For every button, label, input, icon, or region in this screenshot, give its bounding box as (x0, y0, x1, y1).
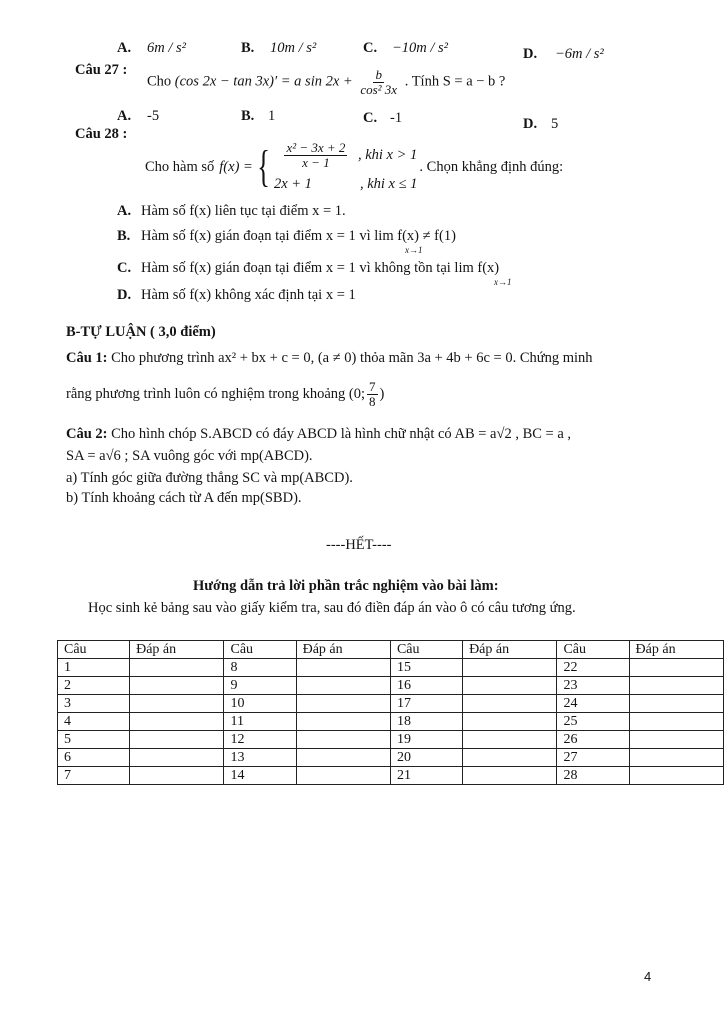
question-number-cell: 18 (390, 713, 462, 731)
answer-cell[interactable] (130, 695, 224, 713)
answer-cell[interactable] (296, 677, 390, 695)
answer-cell[interactable] (296, 713, 390, 731)
q27-option-d-letter: D. (523, 116, 538, 132)
q28-case2-condition: , khi x ≤ 1 (359, 175, 418, 192)
question-number-cell: 26 (557, 731, 629, 749)
answer-cell[interactable] (463, 695, 557, 713)
q27-fraction (358, 68, 399, 96)
part-b-c2-item-b: b) Tính khoảng cách từ A đến mp(SBD). (66, 490, 302, 506)
question-number-cell: 10 (224, 695, 296, 713)
q28-case1-fraction (276, 141, 356, 169)
part-b-c2-line1 (66, 426, 571, 443)
part-b-c2-line2: SA = a√6 ; SA vuông góc với mp(ABCD). (66, 448, 313, 464)
q26-option-c-text: −10m / s² (392, 40, 449, 56)
q26-option-a-letter: A. (117, 40, 132, 56)
part-b-c1-line1 (66, 350, 593, 367)
q28-case2-expression: 2x + 1 (273, 175, 312, 192)
answer-cell[interactable] (130, 731, 224, 749)
answer-cell[interactable] (629, 767, 723, 785)
part-b-c1-label: Câu 1: (66, 350, 108, 366)
q27-prefix: Cho (147, 73, 172, 90)
q26-option-b-text: 10m / s² (270, 40, 317, 56)
page-number: 4 (644, 969, 652, 984)
q28-cases (274, 141, 417, 192)
answer-cell[interactable] (629, 659, 723, 677)
column-header-question: Câu (557, 641, 629, 659)
column-header-question: Câu (58, 641, 130, 659)
q28-case1-denominator: x − 1 (302, 155, 330, 170)
q28-tail: . Chọn khẳng định đúng: (419, 158, 564, 175)
part-b-c1-close: ) (379, 385, 385, 402)
q27-option-d-text: 5 (551, 116, 559, 132)
answer-cell[interactable] (629, 731, 723, 749)
question-number-cell: 15 (390, 659, 462, 677)
table-row (58, 695, 724, 713)
question-number-cell: 6 (58, 749, 130, 767)
q27-label: Câu 27 : (75, 62, 128, 78)
q28-case-1 (274, 141, 417, 169)
q28-option-b-limit-subscript: x→1 (405, 245, 423, 255)
q27-option-b-letter: B. (241, 108, 255, 124)
table-row (58, 713, 724, 731)
answer-table-body (58, 659, 724, 785)
question-number-cell: 12 (224, 731, 296, 749)
q26-option-d-letter: D. (523, 46, 538, 62)
question-number-cell: 27 (557, 749, 629, 767)
guide-title: Hướng dẫn trả lời phần trắc nghiệm vào bài làm: (193, 578, 499, 594)
q27-fraction-numerator: b (375, 67, 382, 82)
q27-option-c-letter: C. (363, 110, 378, 126)
part-b-c1-line2-text: rằng phương trình luôn có nghiệm trong khoảng (0; (66, 385, 366, 402)
answer-cell[interactable] (130, 767, 224, 785)
column-header-answer: Đáp án (296, 641, 390, 659)
q28-option-c-limit-subscript: x→1 (494, 277, 512, 287)
q27-option-b-text: 1 (268, 108, 276, 124)
q28-option-d-letter: D. (117, 287, 132, 303)
answer-cell[interactable] (629, 695, 723, 713)
column-header-answer: Đáp án (130, 641, 224, 659)
column-header-question: Câu (224, 641, 296, 659)
part-b-heading: B-TỰ LUẬN ( 3,0 điểm) (66, 324, 216, 340)
question-number-cell: 4 (58, 713, 130, 731)
answer-cell[interactable] (296, 659, 390, 677)
part-b-c1-fraction-denominator: 8 (369, 393, 376, 409)
answer-cell[interactable] (130, 677, 224, 695)
answer-cell[interactable] (463, 713, 557, 731)
question-number-cell: 14 (224, 767, 296, 785)
q28-label: Câu 28 : (75, 126, 128, 142)
q28-option-b-letter: B. (117, 228, 131, 244)
answer-cell[interactable] (296, 731, 390, 749)
q27-option-a-text: -5 (147, 108, 160, 124)
q27-statement (147, 68, 505, 96)
answer-cell[interactable] (629, 713, 723, 731)
guide-subtitle: Học sinh kẻ bảng sau vào giấy kiểm tra, sau đó điền đáp án vào ô có câu tương ứng. (88, 600, 576, 616)
question-number-cell: 13 (224, 749, 296, 767)
q28-case1-numerator: x² − 3x + 2 (286, 140, 346, 156)
left-brace-icon: { (257, 142, 270, 191)
q28-prefix: Cho hàm số (145, 158, 215, 175)
answer-table (57, 640, 724, 785)
answer-cell[interactable] (629, 677, 723, 695)
question-number-cell: 23 (557, 677, 629, 695)
answer-cell[interactable] (296, 749, 390, 767)
part-b-c1-fraction (367, 380, 378, 408)
q28-option-a-text: Hàm số f(x) liên tục tại điểm x = 1. (141, 203, 346, 219)
answer-cell[interactable] (296, 695, 390, 713)
q27-option-a-letter: A. (117, 108, 132, 124)
q28-option-c-letter: C. (117, 260, 132, 276)
q28-statement (145, 136, 563, 198)
q26-option-d-text: −6m / s² (555, 46, 604, 62)
answer-table-header-row (58, 641, 724, 659)
column-header-answer: Đáp án (463, 641, 557, 659)
q28-option-d-text: Hàm số f(x) không xác định tại x = 1 (141, 287, 356, 303)
column-header-answer: Đáp án (629, 641, 723, 659)
answer-cell[interactable] (463, 767, 557, 785)
part-b-c2-text: Cho hình chóp S.ABCD có đáy ABCD là hình chữ nhật có AB = a√2 , BC = a , (111, 426, 572, 442)
question-number-cell: 24 (557, 695, 629, 713)
question-number-cell: 2 (58, 677, 130, 695)
question-number-cell: 21 (390, 767, 462, 785)
question-number-cell: 1 (58, 659, 130, 677)
q27-tail: . Tính S = a − b ? (404, 73, 506, 90)
q27-option-c-text: -1 (390, 110, 403, 126)
question-number-cell: 25 (557, 713, 629, 731)
q26-option-a-text: 6m / s² (147, 40, 186, 56)
q28-option-c-text: Hàm số f(x) gián đoạn tại điểm x = 1 vì không tồn tại lim f(x) (141, 260, 500, 276)
answer-cell[interactable] (130, 713, 224, 731)
question-number-cell: 5 (58, 731, 130, 749)
part-b-c2-label: Câu 2: (66, 426, 108, 442)
column-header-question: Câu (390, 641, 462, 659)
part-b-c1-line2 (66, 380, 384, 408)
q28-option-a-letter: A. (117, 203, 132, 219)
q28-option-b-text: Hàm số f(x) gián đoạn tại điểm x = 1 vì lim f(x) ≠ f(1) (141, 228, 456, 244)
q28-fx: f(x) = (219, 158, 253, 175)
q27-lhs: (cos 2x − tan 3x)′ = a sin 2x + (174, 73, 353, 90)
end-mark: ----HẾT---- (326, 537, 392, 553)
q28-case-2 (274, 176, 417, 193)
answer-cell[interactable] (629, 749, 723, 767)
answer-cell[interactable] (463, 749, 557, 767)
q26-option-b-letter: B. (241, 40, 255, 56)
question-number-cell: 22 (557, 659, 629, 677)
table-row (58, 677, 724, 695)
answer-cell[interactable] (296, 767, 390, 785)
part-b-c1-text: Cho phương trình ax² + bx + c = 0, (a ≠ 0) thỏa mãn 3a + 4b + 6c = 0. Chứng minh (111, 350, 593, 366)
answer-cell[interactable] (130, 659, 224, 677)
question-number-cell: 17 (390, 695, 462, 713)
question-number-cell: 9 (224, 677, 296, 695)
answer-cell[interactable] (130, 749, 224, 767)
q27-fraction-denominator: cos² 3x (360, 81, 398, 97)
table-row (58, 731, 724, 749)
q26-option-c-letter: C. (363, 40, 378, 56)
question-number-cell: 11 (224, 713, 296, 731)
table-row (58, 659, 724, 677)
question-number-cell: 8 (224, 659, 296, 677)
question-number-cell: 20 (390, 749, 462, 767)
part-b-c2-item-a: a) Tính góc giữa đường thẳng SC và mp(ABCD). (66, 470, 353, 486)
answer-cell[interactable] (463, 677, 557, 695)
part-b-c1-fraction-numerator: 7 (369, 379, 376, 394)
table-row (58, 749, 724, 767)
question-number-cell: 28 (557, 767, 629, 785)
question-number-cell: 3 (58, 695, 130, 713)
table-row (58, 767, 724, 785)
answer-cell[interactable] (463, 731, 557, 749)
question-number-cell: 16 (390, 677, 462, 695)
answer-cell[interactable] (463, 659, 557, 677)
question-number-cell: 7 (58, 767, 130, 785)
q28-case1-condition: , khi x > 1 (357, 147, 418, 163)
question-number-cell: 19 (390, 731, 462, 749)
